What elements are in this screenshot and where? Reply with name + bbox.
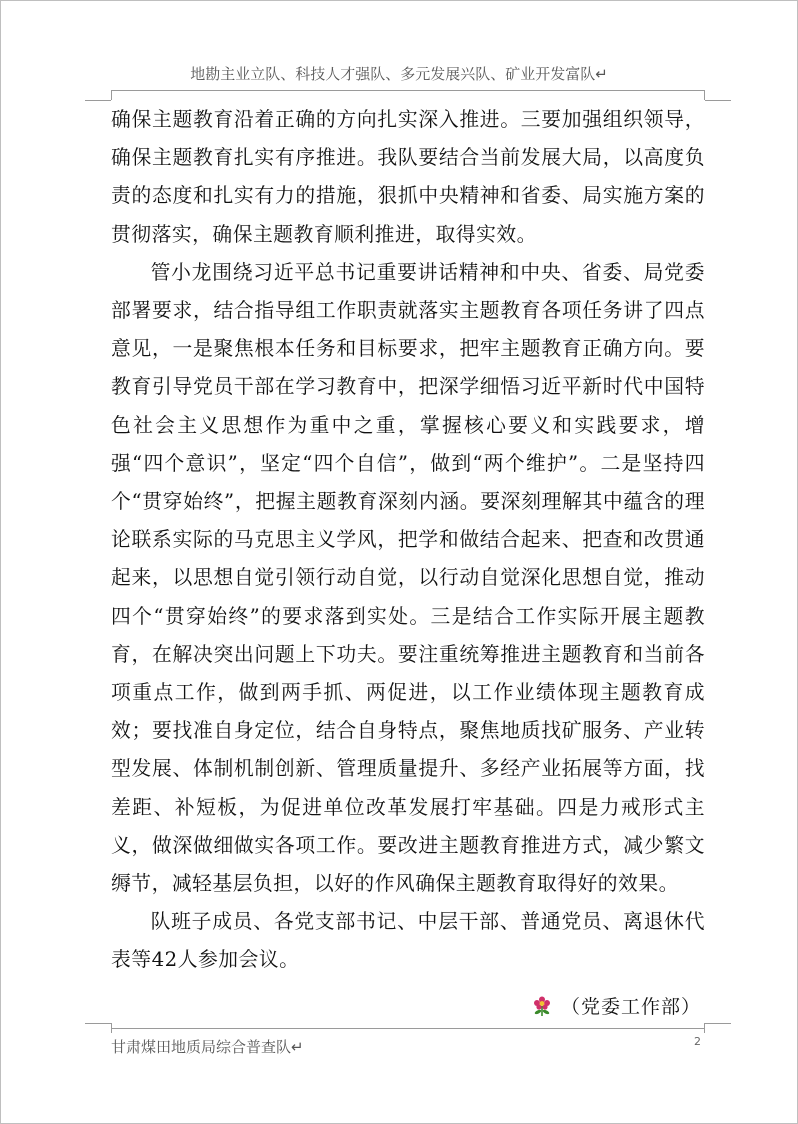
paragraph-attendees: 队班子成员、各党支部书记、中层干部、普通党员、离退休代表等42人参加会议。 [111, 910, 705, 972]
paragraph-speech: 管小龙围绕习近平总书记重要讲话精神和中央、省委、局党委部署要求，结合指导组工作职责就落实主题教育各项任务讲了四点意见，一是聚焦根本任务和目标要求，把牢主题教育正确方向。要教育引导党员干部在学习教育中，把深学细悟习近平新时代中国特色社会主义思想作为重中之重，掌握核心要义和实践要求，增强“四个意识”，坚定“四个自信”，做到“两个维护”。二是坚持四个“贯穿始终”，把握主题教育深刻内涵。要深刻理解其中蕴含的理论联系实际的马克思主义学风，把学和做结合起来、把查和改贯通起来，以思想自觉引领行动自觉，以行动自觉深化思想自觉，推动四个“贯穿始终”的要求落到实处。三是结合工作实际开展主题教育，在解决突出问题上下功夫。要注重统筹推进主题教育和当前各项重点工作，做到两手抓、两促进，以工作业绩体现主题教育成效；要找准自身定位，结合自身特点，聚焦地质找矿服务、产业转型发展、体制机制创新、管理质量提升、多经产业拓展等方面，找差距、补短板，为促进单位改革发展打牢基础。四是力戒形式主义，做深做细做实各项工作。要改进主题教育推进方式，减少繁文缛节，减轻基层负担，以好的作风确保主题教育取得好的效果。 [111, 260, 705, 896]
crop-mark [705, 100, 731, 101]
signature-text: （党委工作部） [561, 996, 702, 1018]
page-header: 地勘主业立队、科技人才强队、多元发展兴队、矿业开发富队↵ [190, 65, 608, 83]
header-rule [111, 90, 705, 91]
flower-icon [531, 995, 553, 1017]
crop-mark [111, 90, 112, 100]
crop-mark [704, 90, 705, 100]
footer-org: 甘肃煤田地质局综合普查队↵ [111, 1038, 304, 1056]
page-number: 2 [694, 1035, 701, 1048]
paragraph-continued: 确保主题教育沿着正确的方向扎实深入推进。三要加强组织领导，确保主题教育扎实有序推进。我队要结合当前发展大局，以高度负责的态度和扎实有力的措施，狠抓中央精神和省委、局实施方案的贯彻落实，确保主题教育顺利推进，取得实效。 [111, 108, 705, 246]
crop-mark [85, 100, 111, 101]
signature-line [531, 992, 711, 1022]
crop-mark [705, 1023, 731, 1024]
document-body [111, 101, 705, 980]
footer-rule [111, 1028, 705, 1029]
crop-mark [85, 1023, 111, 1024]
